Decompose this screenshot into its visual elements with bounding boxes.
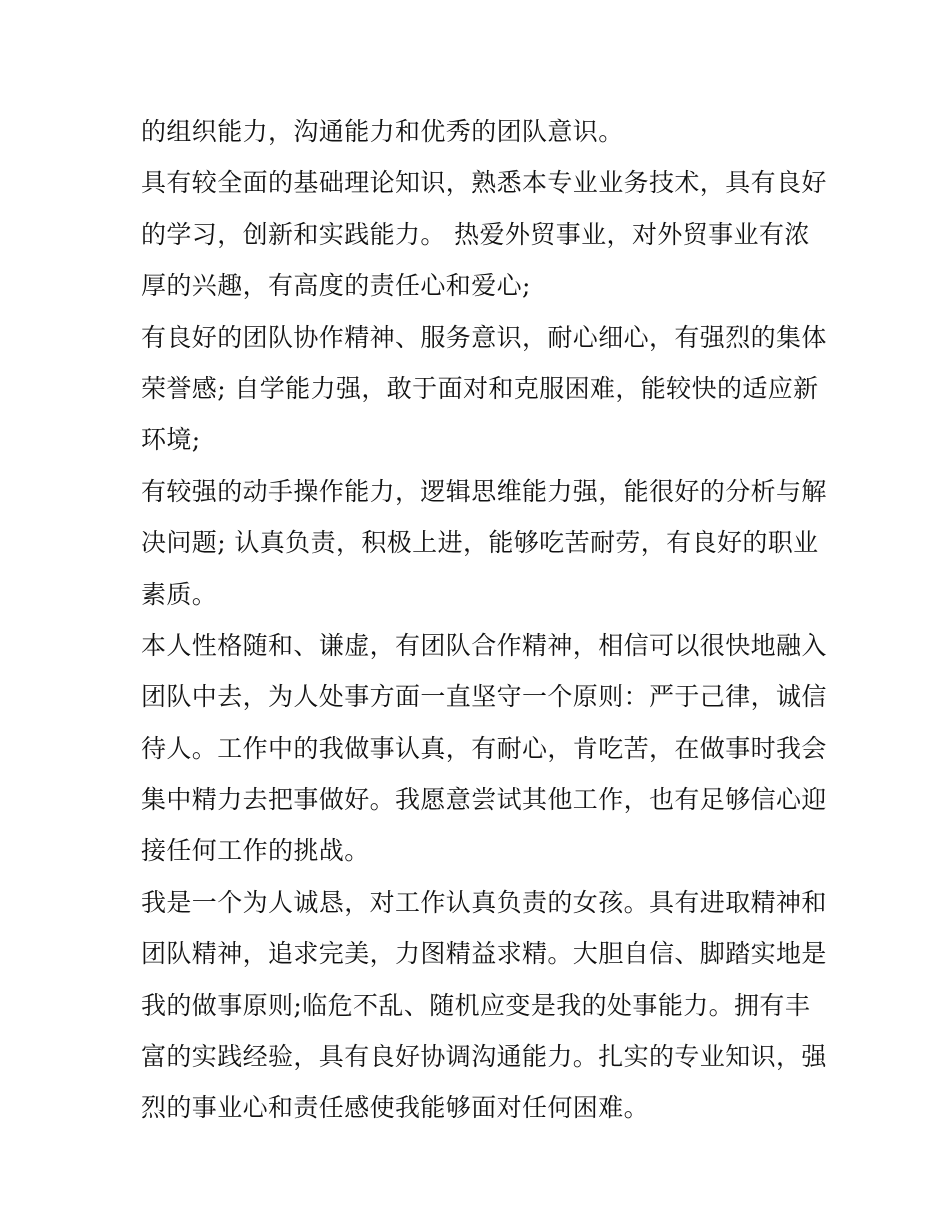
text-line: 待人。工作中的我做事认真，有耐心，肯吃苦，在做事时我会 (141, 733, 827, 763)
text-line: 本人性格随和、谦虚，有团队合作精神，相信可以很快地融入 (141, 630, 827, 660)
text-line: 决问题; 认真负责，积极上进，能够吃苦耐劳，有良好的职业 (141, 528, 819, 558)
text-line: 的组织能力，沟通能力和优秀的团队意识。 (141, 117, 624, 146)
text-line: 厚的兴趣，有高度的责任心和爱心; (141, 271, 531, 301)
text-line: 我的做事原则;临危不乱、随机应变是我的处事能力。拥有丰 (141, 990, 811, 1020)
text-line: 具有较全面的基础理论知识，熟悉本专业业务技术，具有良好 (141, 168, 827, 198)
text-line: 的学习，创新和实践能力。 热爱外贸事业，对外贸事业有浓 (141, 219, 810, 249)
text-line: 团队精神，追求完美，力图精益求精。大胆自信、脚踏实地是 (141, 939, 827, 969)
text-line: 团队中去，为人处事方面一直坚守一个原则：严于己律，诚信 (141, 682, 827, 712)
text-line: 烈的事业心和责任感使我能够面对任何困难。 (141, 1093, 650, 1123)
text-line: 接任何工作的挑战。 (141, 836, 370, 866)
text-line: 有较强的动手操作能力，逻辑思维能力强，能很好的分析与解 (141, 476, 827, 506)
text-line: 环境; (141, 425, 201, 455)
text-line: 我是一个为人诚恳，对工作认真负责的女孩。具有进取精神和 (141, 887, 827, 917)
document-body (141, 106, 827, 1134)
text-line: 素质。 (141, 579, 218, 609)
text-line: 有良好的团队协作精神、服务意识，耐心细心，有强烈的集体 (141, 322, 827, 352)
text-line: 荣誉感; 自学能力强，敢于面对和克服困难，能较快的适应新 (141, 373, 819, 403)
text-line: 富的实践经验，具有良好协调沟通能力。扎实的专业知识，强 (141, 1042, 827, 1072)
text-line: 集中精力去把事做好。我愿意尝试其他工作，也有足够信心迎 (141, 785, 827, 815)
